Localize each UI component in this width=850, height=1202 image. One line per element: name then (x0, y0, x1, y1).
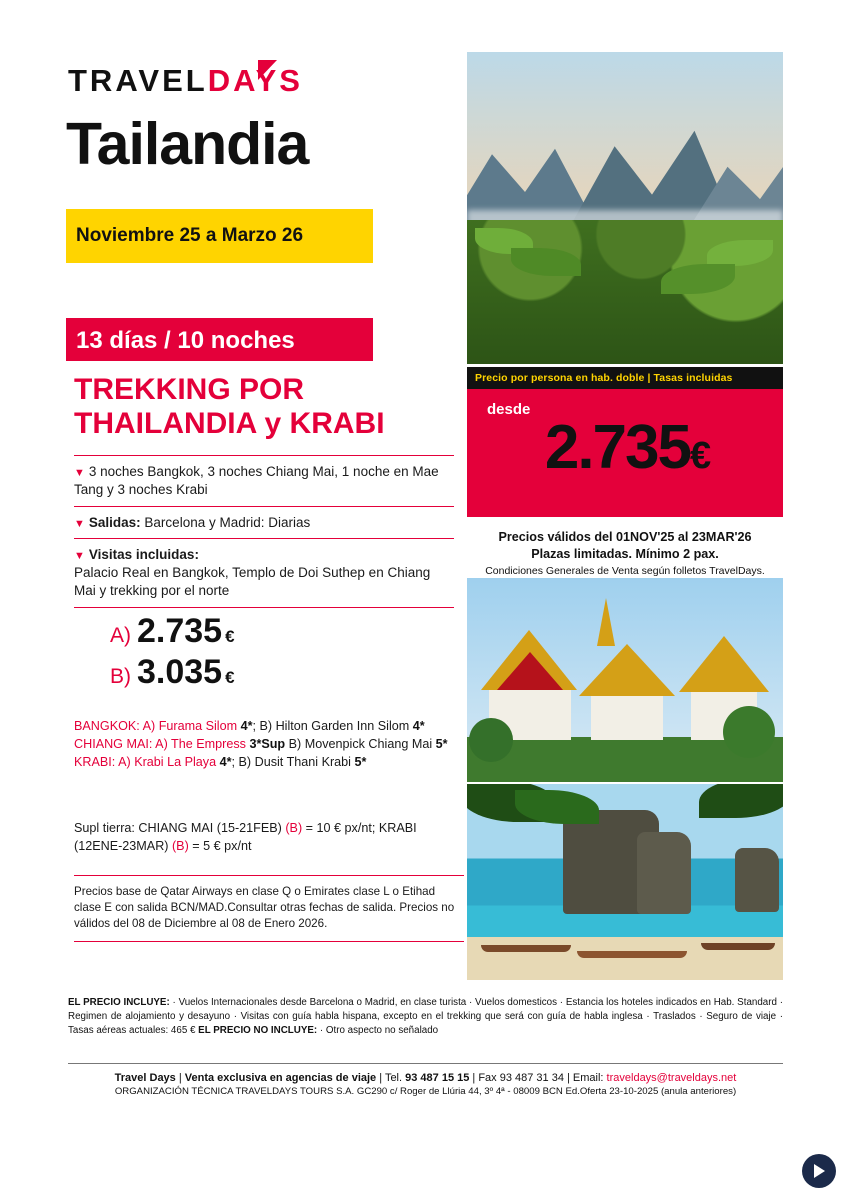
krabi-beach-longtail-boats-photo (467, 784, 783, 980)
hotel-chiangmai-star-b: 5* (435, 736, 448, 751)
detail-departures (74, 507, 454, 539)
price-excludes-title: EL PRECIO NO INCLUYE: (198, 1025, 318, 1037)
offer-headline-line2: THAILANDIA y KRABI (74, 406, 385, 440)
fare-notes-text: Precios base de Qatar Airways en clase Q o Emirates clase L o Etihad clase E con salida BCN/MAD.Consultar otras fechas de salida. Precios no válidos del 08 de Diciembre al 08 de Enero 2026. (74, 885, 455, 930)
footer-sep1: | (175, 1072, 185, 1084)
footer-sep2: | Tel. (376, 1072, 406, 1084)
thailand-jungle-landscape-photo (467, 52, 783, 364)
play-badge-icon[interactable] (802, 1154, 836, 1188)
offer-headline (74, 373, 454, 440)
play-triangle-icon (814, 1164, 825, 1178)
footer-sales: Venta exclusiva en agencias de viaje (184, 1072, 377, 1084)
hotel-row-chiangmai (74, 736, 464, 754)
brand-name-part1: TRAVEL (68, 63, 208, 98)
detail-departures-text: Barcelona y Madrid: Diarias (140, 514, 311, 530)
hotel-city-krabi: KRABI: (74, 754, 116, 769)
hotel-bangkok-a: A) Furama Silom (139, 719, 241, 733)
price-includes-body: · Vuelos Internacionales desde Barcelona o Madrid, en clase turista · Vuelos domesticos · Estancia los hoteles indicados en Hab. Standard · Regimen de alojamiento y desayuno · Visitas con guía habla hispana, excepto en el trekking que será con guía de habla inglesa · Traslados · Seguro de viaje · Tasas aéreas actuales: 465 € (68, 997, 783, 1037)
supplement-tag2: (B) (171, 838, 189, 853)
brand-logo-text (68, 62, 368, 100)
price-option-a-amount: 2.735 (137, 612, 223, 650)
triangle-bullet-icon: ▼ (74, 550, 85, 563)
itinerary-details (74, 455, 454, 608)
hotel-chiangmai-a: A) The Empress (152, 736, 250, 751)
detail-itinerary (74, 456, 454, 506)
price-options (110, 612, 450, 694)
price-panel-header-label: Precio por persona en hab. doble | Tasas incluidas (475, 372, 733, 384)
hotel-krabi-star-b: 5* (354, 754, 367, 769)
price-option-b-label: B) (110, 665, 131, 688)
offer-headline-line1: TREKKING POR (74, 373, 305, 406)
footer-legal: ORGANIZACIÓN TÉCNICA TRAVELDAYS TOURS S.A. GC290 c/ Roger de Llúria 44, 3º 4ª - 08009 BCN Ed.Oferta 23-10-2025 (anula anteriores) (114, 1086, 737, 1097)
hotel-chiangmai-star-a: 3*Sup (249, 736, 286, 751)
detail-visits-text: Palacio Real en Bangkok, Templo de Doi Suthep en Chiang Mai y trekking por el norte (74, 565, 431, 599)
detail-itinerary-text: 3 noches Bangkok, 3 noches Chiang Mai, 1 noche en Mae Tang y 3 noches Krabi (74, 464, 439, 497)
divider (74, 607, 454, 608)
price-option-a (110, 612, 450, 651)
price-option-a-label: A) (110, 624, 131, 647)
footer-email[interactable]: traveldays@traveldays.net (606, 1072, 737, 1084)
validity-line1: Precios válidos del 01NOV'25 al 23MAR'26 (498, 530, 752, 544)
season-bar (66, 209, 373, 263)
footer-fax: | Fax 93 487 31 34 | Email: (469, 1072, 607, 1084)
validity-block (467, 529, 783, 577)
hotel-bangkok-star-a: 4* (240, 719, 253, 733)
hotel-krabi-a: A) Krabi La Playa (115, 754, 220, 769)
price-from-label: desde (487, 401, 531, 418)
price-main (479, 413, 775, 482)
duration-bar-label: 13 días / 10 noches (76, 327, 295, 354)
footer-company: Travel Days (114, 1072, 176, 1084)
validity-conditions: Condiciones Generales de Venta según folletos TravelDays. (485, 565, 765, 578)
price-includes-title: EL PRECIO INCLUYE: (68, 997, 170, 1008)
brand-name-part2: DAYS (207, 63, 303, 98)
footer (68, 1072, 783, 1097)
grand-palace-temple-photo (467, 578, 783, 782)
hotel-bangkok-b: ; B) Hilton Garden Inn Silom (252, 719, 413, 733)
price-main-amount: 2.735 (544, 413, 690, 482)
hotel-bangkok-star-b: 4* (412, 719, 425, 733)
hotels-list (74, 718, 464, 772)
flag-triangle-icon (258, 60, 277, 80)
footer-contact-line (68, 1072, 783, 1084)
duration-bar (66, 318, 373, 361)
divider (74, 941, 464, 942)
price-includes-block (68, 996, 783, 1039)
hotel-row-bangkok (74, 718, 464, 736)
price-option-b-amount: 3.035 (137, 653, 223, 691)
season-bar-label: Noviembre 25 a Marzo 26 (76, 225, 304, 246)
supplement-prefix: Supl tierra: CHIANG MAI (15-21FEB) (74, 821, 286, 835)
detail-departures-label: Salidas: (88, 514, 141, 530)
page-title: Tailandia (66, 111, 309, 177)
fare-notes (74, 875, 464, 942)
supplement-suffix: = 5 € px/nt (188, 838, 252, 853)
price-option-a-currency: € (225, 627, 235, 646)
supplement-tag1: (B) (285, 821, 303, 835)
detail-visits-label: Visitas incluidas: (88, 547, 199, 563)
price-option-b-currency: € (225, 668, 235, 687)
hotel-row-krabi (74, 754, 464, 772)
supplement-mid: = 10 € px/nt; KRABI (12ENE-23MAR) (74, 821, 417, 853)
hotel-city-bangkok: BANGKOK: (74, 719, 140, 733)
brand-logo (68, 62, 368, 102)
footer-divider (68, 1063, 783, 1064)
supplement-note (74, 820, 464, 856)
hotel-chiangmai-b: B) Movenpick Chiang Mai (285, 736, 436, 751)
footer-phone: 93 487 15 15 (405, 1072, 470, 1084)
price-option-b (110, 653, 450, 692)
hotel-city-chiangmai: CHIANG MAI: (74, 736, 153, 751)
hotel-krabi-b: ; B) Dusit Thani Krabi (231, 754, 355, 769)
hotel-krabi-star-a: 4* (219, 754, 232, 769)
triangle-bullet-icon: ▼ (74, 517, 85, 530)
validity-line2: Plazas limitadas. Mínimo 2 pax. (531, 546, 719, 561)
triangle-bullet-icon: ▼ (74, 467, 85, 479)
price-excludes-body: · Otro aspecto no señalado (317, 1025, 439, 1037)
price-main-currency: € (690, 435, 710, 477)
detail-visits (74, 539, 454, 606)
price-panel-header (467, 367, 783, 389)
price-panel (467, 389, 783, 517)
